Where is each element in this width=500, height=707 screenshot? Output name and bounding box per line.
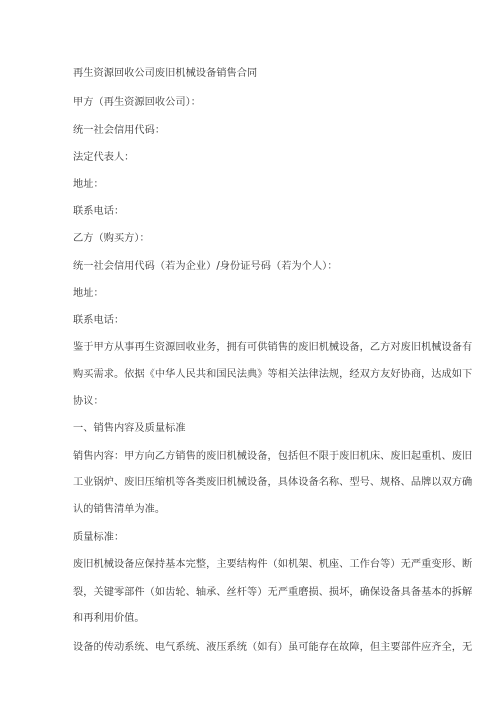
section-heading: 一、销售内容及质量标准: [73, 423, 186, 434]
party-a-legal-rep-label: 法定代表人：: [73, 152, 135, 163]
sales-content-line: 认的销售清单为准。: [73, 504, 166, 515]
document-title: 再生资源回收公司废旧机械设备销售合同: [73, 68, 258, 79]
sales-content-line: 销售内容：甲方向乙方销售的废旧机械设备，包括但不限于废旧机床、废旧起重机、废旧: [73, 451, 473, 462]
party-a-heading: 甲方（再生资源回收公司）：: [73, 97, 201, 108]
preamble-line: 协议：: [73, 396, 104, 407]
quality-text-line: 和再利用价值。: [73, 613, 145, 624]
party-b-phone-label: 联系电话：: [73, 315, 125, 326]
party-b-address-label: 地址：: [73, 288, 104, 299]
sales-content-line: 工业锅炉、废旧压缩机等各类废旧机械设备，具体设备名称、型号、规格、品牌以双方确: [73, 477, 473, 488]
party-b-heading: 乙方（购买方）：: [73, 233, 150, 244]
party-a-credit-code-label: 统一社会信用代码：: [73, 125, 166, 136]
preamble-line: 鉴于甲方从事再生资源回收业务，拥有可供销售的废旧机械设备，乙方对废旧机械设备有: [73, 342, 473, 353]
party-a-phone-label: 联系电话：: [73, 206, 125, 217]
preamble-line: 购买需求。依据《中华人民共和国民法典》等相关法律法规，经双方友好协商，达成如下: [73, 369, 473, 380]
systems-text-line: 设备的传动系统、电气系统、液压系统（如有）虽可能存在故障，但主要部件应齐全，无: [73, 642, 473, 653]
party-b-id-label: 统一社会信用代码（若为企业）/身份证号码（若为个人）：: [73, 261, 338, 272]
quality-text-line: 裂，关键零部件（如齿轮、轴承、丝杆等）无严重磨损、损坏，确保设备具备基本的拆解: [73, 587, 473, 598]
quality-label: 质量标准：: [73, 532, 125, 543]
party-a-address-label: 地址：: [73, 179, 104, 190]
quality-text-line: 废旧机械设备应保持基本完整，主要结构件（如机架、机座、工作台等）无严重变形、断: [73, 559, 473, 570]
